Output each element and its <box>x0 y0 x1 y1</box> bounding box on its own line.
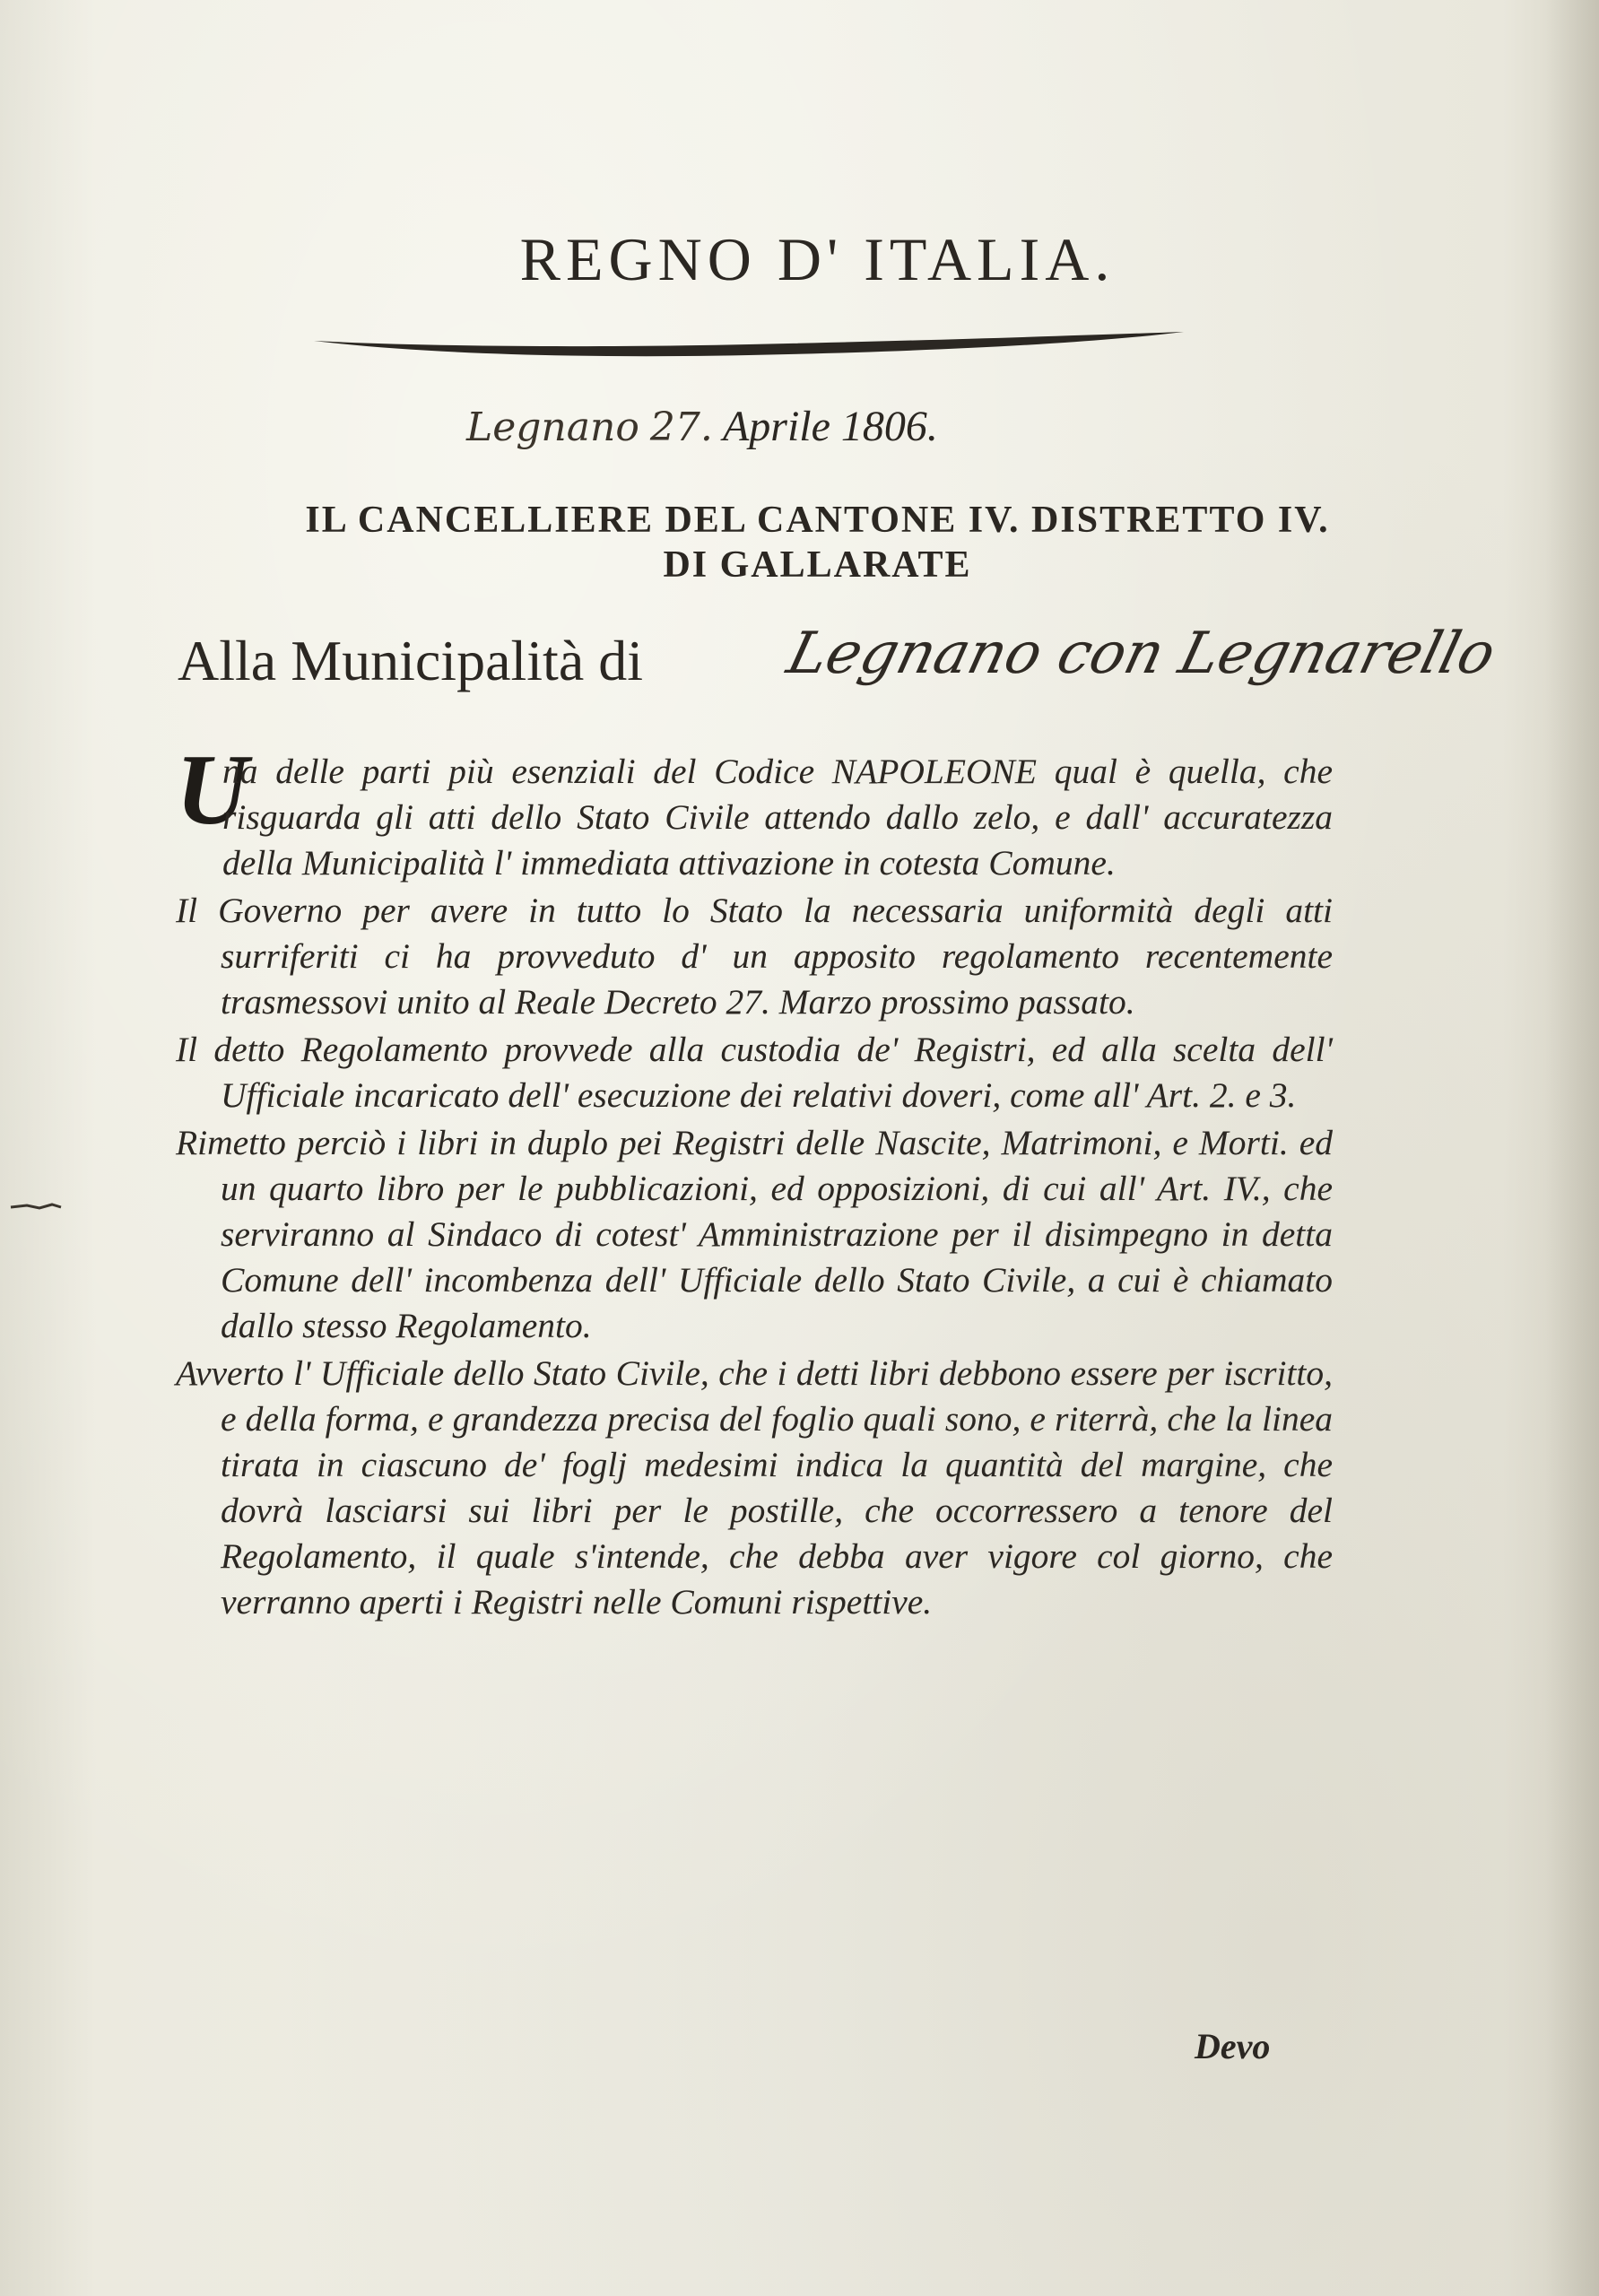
addressee-handwritten: Legnano con Legnarello <box>780 621 1502 687</box>
document-title: REGNO D' ITALIA. <box>519 225 1116 293</box>
catchword: Devo <box>1195 2026 1271 2066</box>
paragraph-2: Il Governo per avere in tutto lo Stato la necessaria uniformità degli atti surriferiti ci ha provveduto d' un apposito regolamento recentemente trasmessovi unito al Reale Decreto 27. Marzo prossimo passato. <box>176 891 1333 1022</box>
addressee-printed: Alla Municipalità di <box>178 629 643 692</box>
issuer-line-2: DI GALLARATE <box>663 544 972 586</box>
paragraph-4: Rimetto perciò i libri in duplo pei Registri delle Nascite, Matrimoni, e Morti. ed un quarto libro per le pubblicazioni, ed opposizioni, di cui all' Art. IV., che serviranno al Sindaco di cotest' Amministrazione per il disimpegno in detta Comune dell' incombenza dell' Ufficiale dello Stato Civile, a cui è chiamato dallo stesso Regolamento. <box>176 1123 1333 1345</box>
issuer-heading <box>0 498 1599 587</box>
paper-edge-shadow <box>1545 0 1599 2296</box>
issuer-line-1: IL CANCELLIERE DEL CANTONE IV. DISTRETTO IV. <box>305 500 1330 541</box>
document-body <box>176 749 1333 1627</box>
margin-ink-mark <box>9 1202 63 1213</box>
paragraph-1: na delle parti più esenziali del Codice NAPOLEONE qual è quella, che risguarda gli atti dello Stato Civile attendo dallo zelo, e dall' accuratezza della Municipalità l' immediata attivazione in cotesta Comune. <box>222 752 1333 883</box>
date-day-handwritten: 27. <box>649 404 713 450</box>
drop-cap: U <box>176 735 248 846</box>
ornamental-rule <box>309 323 1188 368</box>
date-place-handwritten: Legnano <box>466 404 639 450</box>
paragraph-5: Avverto l' Ufficiale dello Stato Civile, che i detti libri debbono essere per iscritto, e della forma, e grandezza precisa del foglio quali sono, e riterrà, che la linea tirata in ciascuno de' foglj medesimi indica la quantità del margine, che dovrà lasciarsi sui libri per le postille, che occorressero a tenore del Regolamento, il quale s'intende, che debba aver vigore col giorno, che verranno aperti i Registri nelle Comuni rispettive. <box>176 1353 1333 1622</box>
dateline <box>466 402 938 451</box>
date-month-year: Aprile 1806. <box>722 403 938 450</box>
paragraph-3: Il detto Regolamento provvede alla custodia de' Registri, ed alla scelta dell' Ufficiale incaricato dell' esecuzione dei relativi doveri, come all' Art. 2. e 3. <box>176 1030 1333 1115</box>
